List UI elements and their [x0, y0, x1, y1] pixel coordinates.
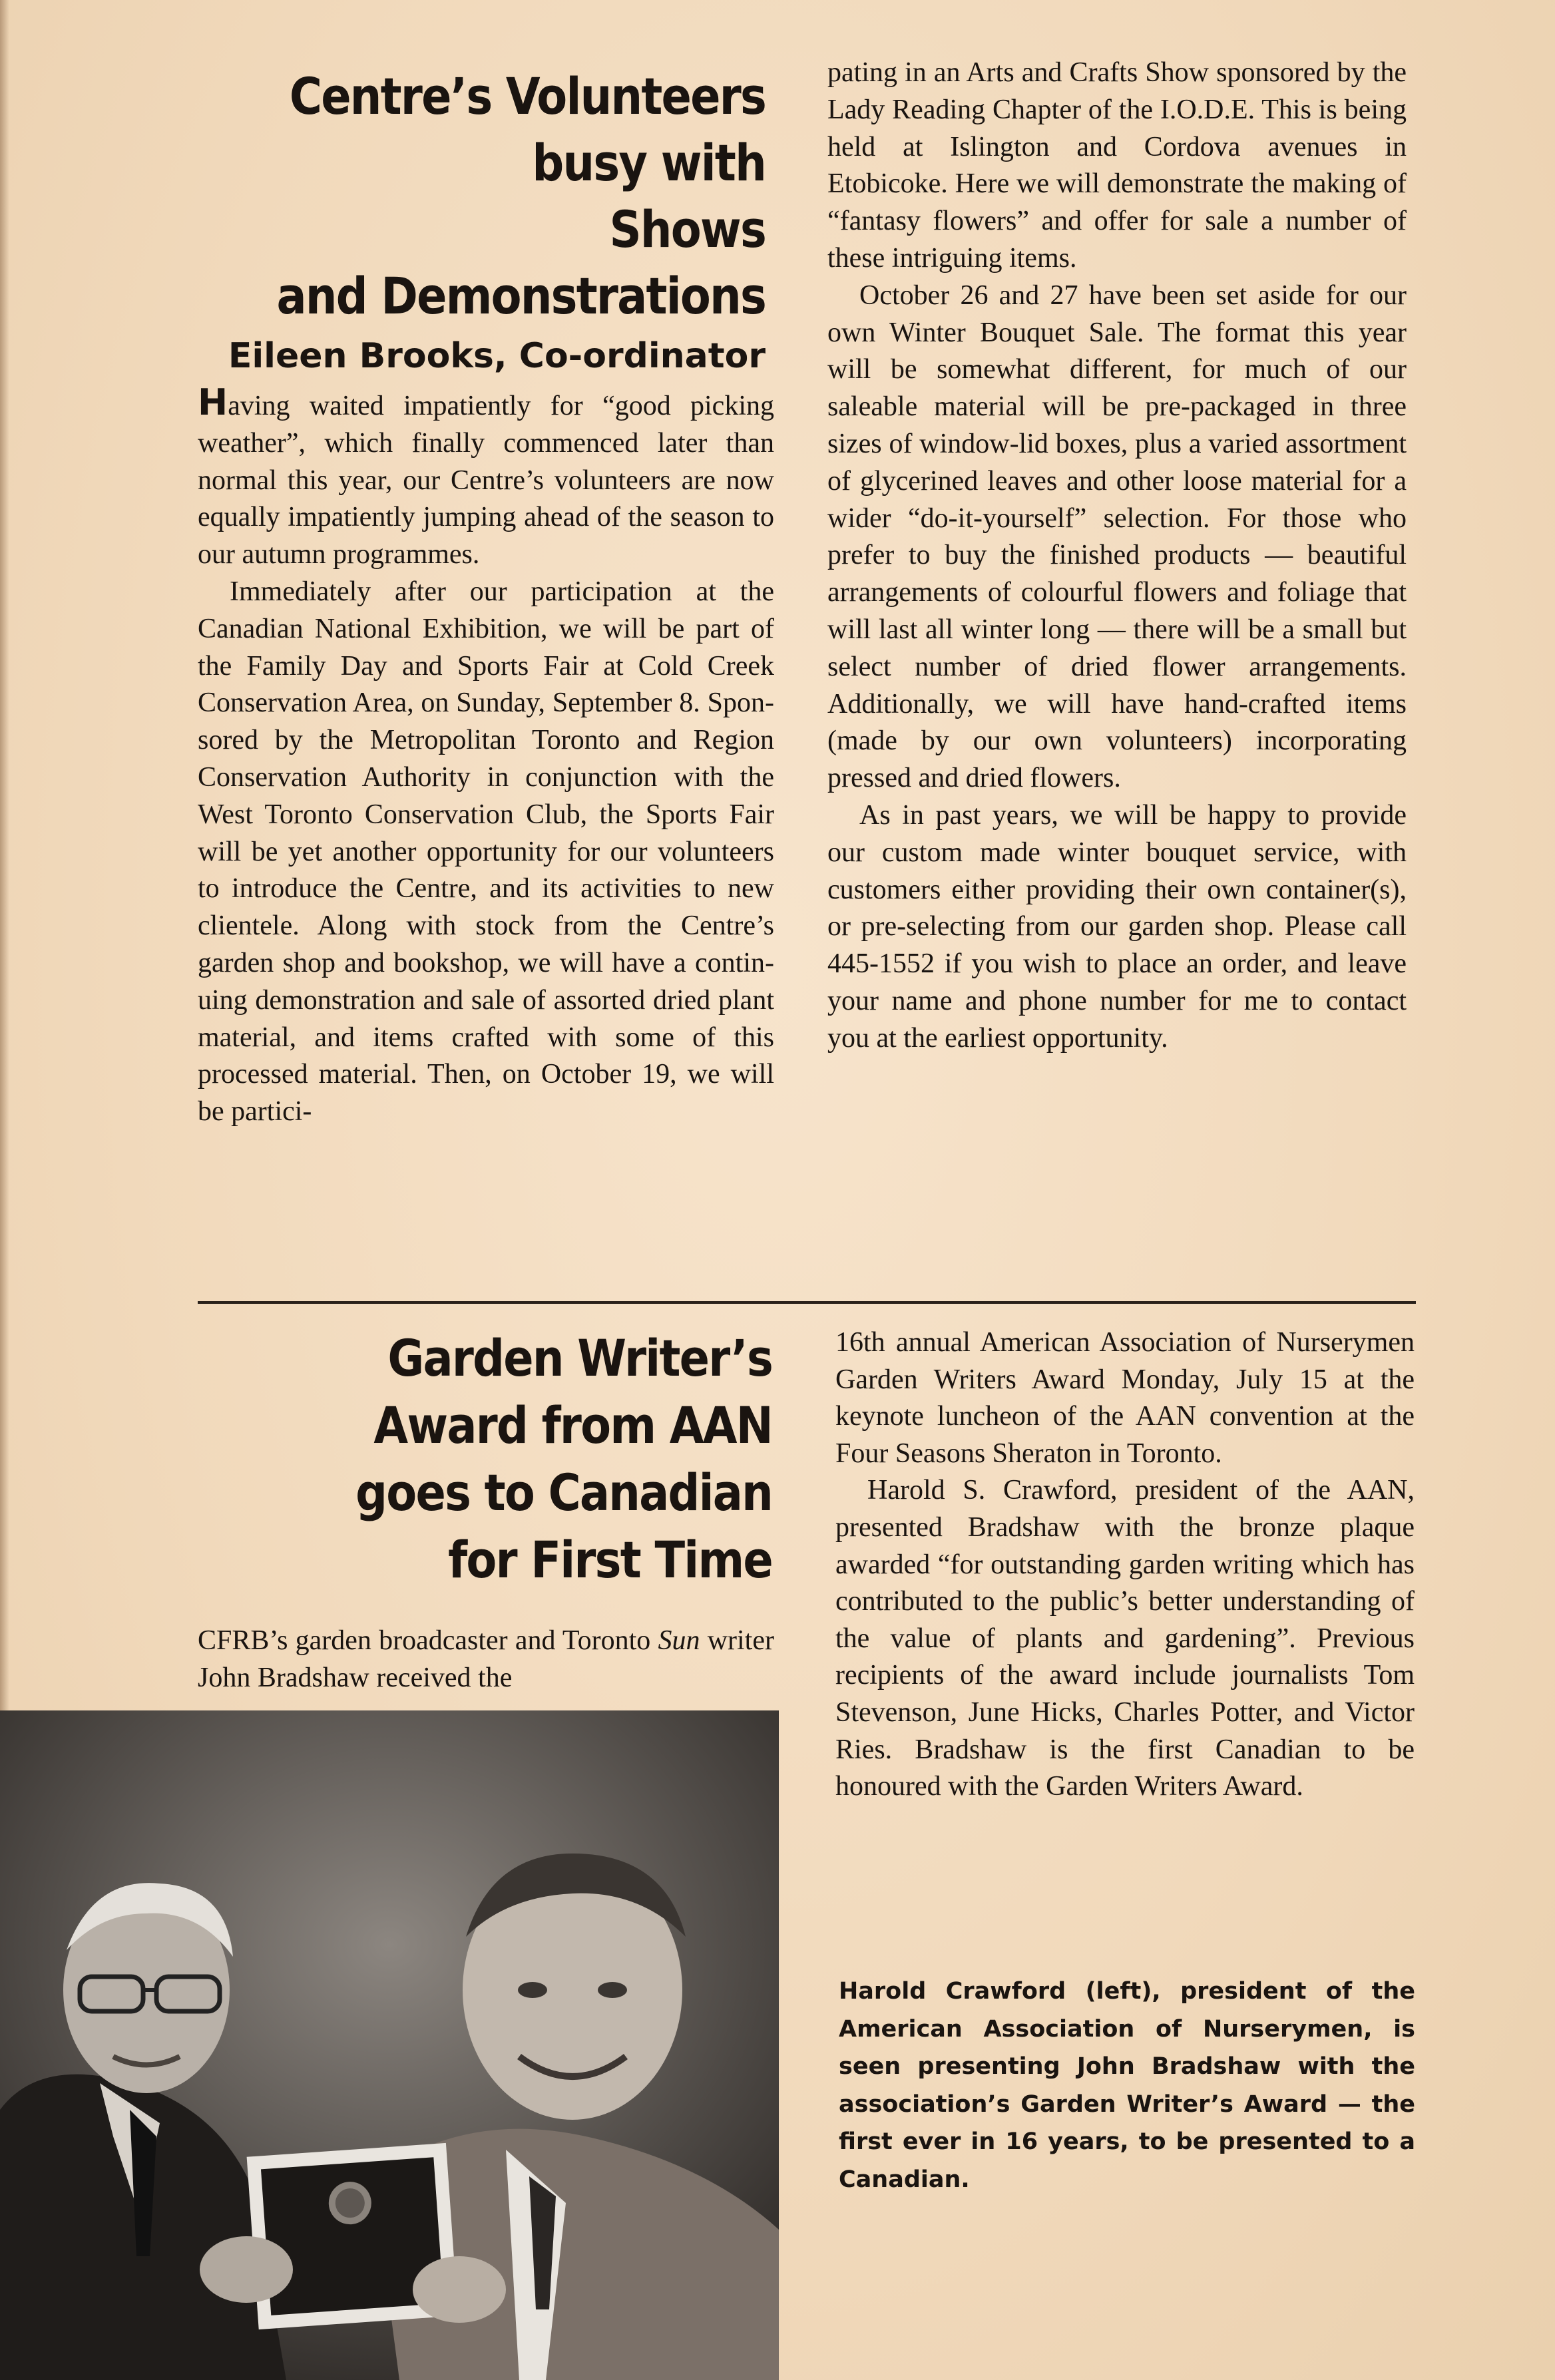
article2-column-right: [835, 1324, 1415, 1806]
article2-lead: [198, 1623, 774, 1697]
article1-paragraph: [198, 381, 774, 574]
article2-paragraph: 16th annual American Association of Nurserymen Garden Writers Award Monday, July 15 at the keynote luncheon of the AAN convention at the Four Seasons Sheraton in Toronto.: [835, 1327, 1415, 1469]
drop-cap: H: [198, 381, 228, 423]
headline-line: Shows: [609, 200, 766, 259]
paragraph-text: aving waited impatiently for “good picking weather”, which finally commenced later than normal this year, our Centre’s volunteers are now equally impatiently jumping ahead of the season to our autumn programmes.: [198, 391, 774, 570]
section-divider: [198, 1301, 1416, 1304]
headline-line: Award from AAN: [373, 1396, 772, 1455]
headline-line: Centre’s Volunteers: [289, 67, 766, 126]
lead-text: writer John Bradshaw received the: [198, 1625, 774, 1693]
article1-byline: Eileen Brooks, Co-ordinator: [228, 336, 766, 376]
article2-paragraph: Harold S. Crawford, president of the AAN, presented Bradshaw with the bronze plaque awarded “for outstanding garden writing which has contributed to the public’s better understanding of the value of plants and gardening”. Previous recipients of the award include journalists Tom Stevenson, June Hicks, Charles Potter, and Victor Ries. Bradshaw is the first Canadian to be honoured with the Garden Writers Award.: [835, 1475, 1415, 1802]
article1-paragraph: As in past years, we will be happy to provide our custom made winter bouquet service, with customers either providing their own container(s), or pre-selecting from our garden shop. Please call 445-1552 if you wish to place an order, and leave your name and phone number for me to contact you at the earliest opportunity.: [827, 799, 1407, 1054]
lead-text: CFRB’s garden broadcaster and Toronto: [198, 1625, 658, 1656]
photo-caption: Harold Crawford (left), president of the American Association of Nurserymen, is seen presenting John Bradshaw with the association’s Garden Writer’s Award — the first ever in 16 years, to be presented to a Canadian.: [839, 1978, 1415, 2193]
headline-line: Garden Writer’s: [387, 1328, 772, 1388]
article1-headline: [268, 63, 766, 329]
headline-line: busy with: [532, 133, 766, 192]
article1-paragraph: pating in an Arts and Crafts Show sponsored by the Lady Reading Chapter of the I.O.D.E. This is being held at Islington and Cordova avenues in Etobicoke. Here we will demonstrate the making of “fantasy flowers” and offer for sale a number of these intriguing items.: [827, 57, 1407, 274]
headline-line: and Demonstrations: [276, 266, 766, 325]
headline-line: goes to Canadian: [355, 1463, 772, 1522]
newspaper-name: Sun: [658, 1625, 700, 1656]
article1-column-right: [827, 55, 1407, 1058]
award-photo: [0, 1710, 779, 2380]
article2-lead-paragraph: [198, 1623, 774, 1697]
article1-paragraph: October 26 and 27 have been set aside for our own Winter Bouquet Sale. The format this year will be somewhat different, for much of our saleable material will be pre-packaged in three sizes of window-lid boxes, plus a varied assortment of glycerined leaves and other loose material for a wider “do-it-yourself” selection. For those who prefer to buy the finished products — beautiful arrangements of colourful flowers and foliage that will last all winter long — there will be a small but select number of dried flower arrangements. Additionally, we will have hand-crafted items (made by our own volunteers) incorporating pressed and dried flowers.: [827, 280, 1407, 794]
article1-column-left: [198, 381, 774, 1131]
article1-paragraph: Immediately after our participation at the Canadian National Exhibition, we will be part of the Family Day and Sports Fair at Cold Creek Conservation Area, on Sunday, September 8. Sponsored by the Metropolitan Toronto and Region Conservation Authority in conjunction with the West Toronto Conservation Club, the Sports Fair will be yet another opportunity for our volunteers to introduce the Centre, and its activities to new clientele. Along with stock from the Centre’s garden shop and bookshop, we will have a continuing demonstration and sale of assorted dried plant material, and items crafted with some of this processed material. Then, on October 19, we will be partici-: [198, 576, 774, 1127]
headline-line: for First Time: [448, 1530, 772, 1589]
photo-illustration: [0, 1710, 779, 2380]
article2-headline: [268, 1324, 772, 1593]
